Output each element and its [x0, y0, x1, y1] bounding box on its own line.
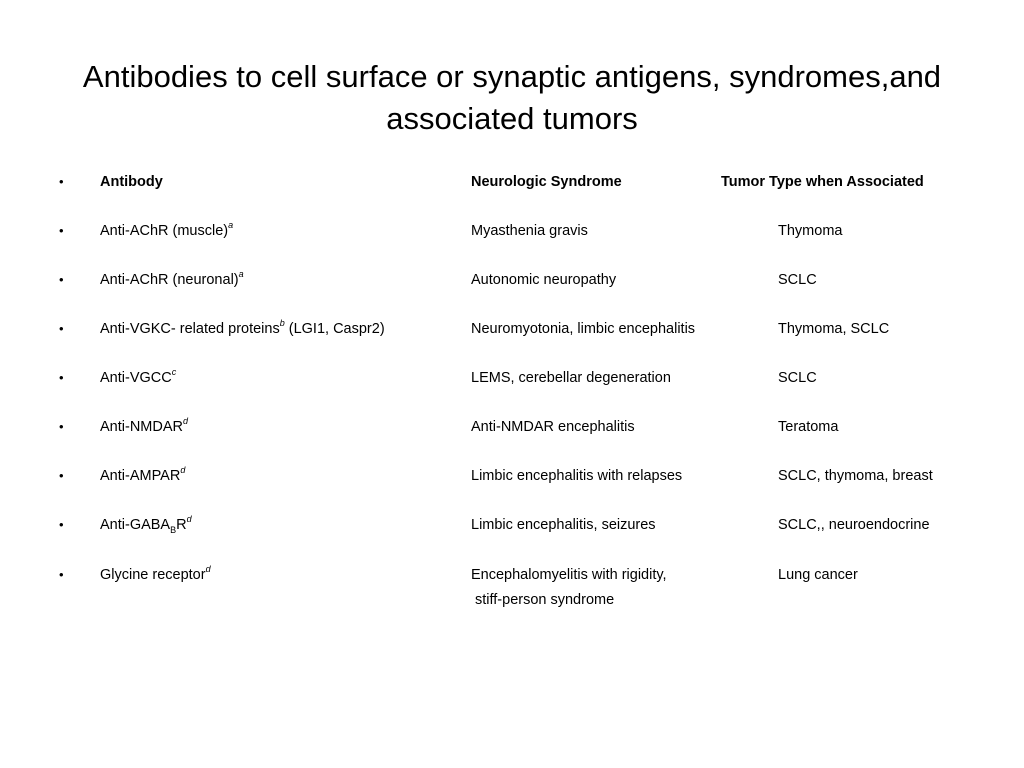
- bullet-icon: •: [59, 223, 64, 238]
- antibody-text: Anti-VGKC- related proteins: [100, 321, 280, 337]
- footnote-marker: d: [180, 465, 186, 476]
- header-antibody: Antibody: [100, 174, 163, 190]
- syndrome-cell: Neuromyotonia, limbic encephalitis: [471, 321, 696, 337]
- bullet-icon: •: [59, 321, 64, 336]
- table-row: [0, 366, 1024, 390]
- footnote-marker: d: [205, 564, 211, 575]
- antibody-text: Anti-AChR (neuronal): [100, 272, 239, 288]
- table-row: [0, 563, 1024, 613]
- antibody-text: Anti-AChR (muscle): [100, 223, 229, 239]
- syndrome-cell: Limbic encephalitis with relapses: [471, 468, 683, 484]
- footnote-marker: d: [182, 416, 188, 427]
- subscript-marker: B: [170, 524, 177, 535]
- footnote-marker: d: [186, 514, 192, 525]
- header-tumor-type: Tumor Type when Associated: [721, 174, 924, 190]
- syndrome-cell: Myasthenia gravis: [471, 223, 588, 239]
- antibody-cell: [100, 268, 244, 292]
- antibody-text: Glycine receptor: [100, 567, 206, 583]
- footnote-marker: b: [279, 318, 285, 329]
- bullet-icon: •: [59, 174, 64, 189]
- footnote-marker: a: [238, 269, 244, 280]
- bullet-icon: •: [59, 567, 64, 582]
- slide-title: [40, 56, 984, 140]
- syndrome-cell: Autonomic neuropathy: [471, 272, 617, 288]
- table-row: [0, 268, 1024, 292]
- tumor-cell: Thymoma, SCLC: [778, 321, 890, 337]
- syndrome-cell: Encephalomyelitis with rigidity,: [471, 567, 667, 583]
- table-row: [0, 415, 1024, 439]
- antibody-cell: [100, 513, 192, 537]
- tumor-cell: Thymoma: [778, 223, 843, 239]
- tumor-cell: SCLC: [778, 370, 817, 386]
- tumor-cell: Lung cancer: [778, 567, 858, 583]
- antibody-cell: [100, 415, 188, 439]
- antibody-text: Anti-VGCC: [100, 370, 172, 386]
- bullet-icon: •: [59, 370, 64, 385]
- header-neurologic-syndrome: Neurologic Syndrome: [471, 174, 622, 190]
- syndrome-cell-line-2: stiff-person syndrome: [475, 592, 615, 608]
- antibody-cell: [100, 317, 385, 341]
- table-row: [0, 513, 1024, 537]
- tumor-cell: SCLC: [778, 272, 817, 288]
- antibody-cell: [100, 219, 233, 243]
- bullet-icon: •: [59, 517, 64, 532]
- tumor-cell: SCLC,, neuroendocrine: [778, 517, 930, 533]
- tumor-cell: Teratoma: [778, 419, 839, 435]
- table-header-row: [0, 170, 1024, 194]
- antibody-text-suffix: R: [176, 517, 187, 533]
- antibody-text: Anti-NMDAR: [100, 419, 183, 435]
- antibody-text: Anti-AMPAR: [100, 468, 181, 484]
- table-row: [0, 317, 1024, 341]
- footnote-marker: c: [171, 367, 177, 378]
- footnote-marker: a: [228, 220, 234, 231]
- slide-title-line-1: Antibodies to cell surface or synaptic antigens, syndromes,and: [82, 59, 942, 94]
- table-row: [0, 464, 1024, 488]
- antibody-cell: [100, 563, 211, 587]
- tumor-cell: SCLC, thymoma, breast: [778, 468, 933, 484]
- bullet-icon: •: [59, 468, 64, 483]
- table-row: [0, 219, 1024, 243]
- slide-title-line-2: associated tumors: [386, 101, 638, 136]
- syndrome-cell: LEMS, cerebellar degeneration: [471, 370, 671, 386]
- syndrome-cell: Limbic encephalitis, seizures: [471, 517, 656, 533]
- bullet-icon: •: [59, 419, 64, 434]
- antibody-text: Anti-GABA: [100, 517, 171, 533]
- antibody-suffix: (LGI1, Caspr2): [284, 321, 385, 337]
- antibody-cell: [100, 366, 176, 390]
- syndrome-cell: Anti-NMDAR encephalitis: [471, 419, 635, 435]
- bullet-icon: •: [59, 272, 64, 287]
- antibody-cell: [100, 464, 185, 488]
